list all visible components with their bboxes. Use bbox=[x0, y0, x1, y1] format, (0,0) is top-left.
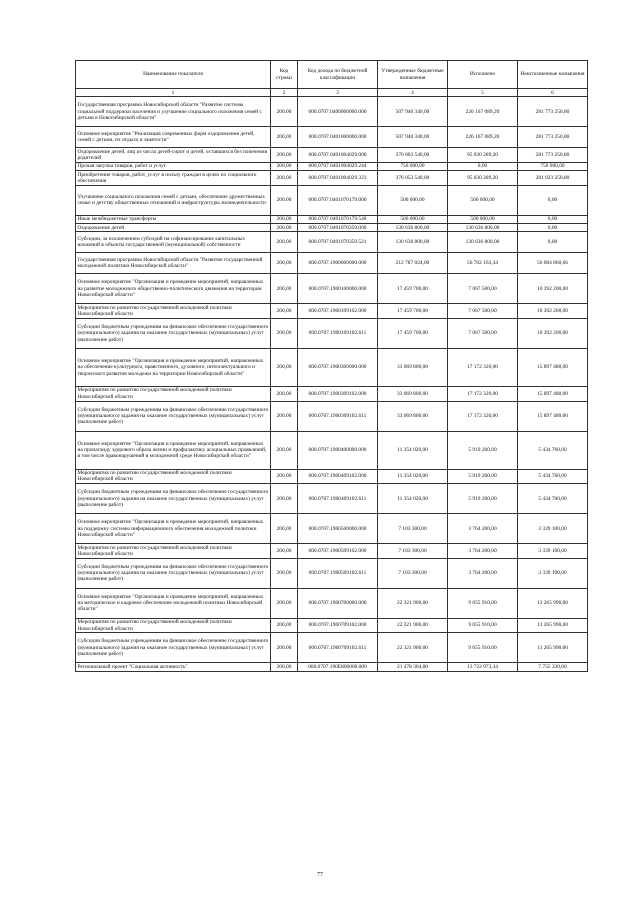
row-classification: 000.0707.1900109102.000 bbox=[298, 304, 378, 319]
row-approved: 11 354 020,00 bbox=[378, 484, 448, 514]
table-row bbox=[76, 401, 588, 431]
row-unexecuted: 0,00 bbox=[518, 224, 588, 232]
row-executed: 17 172 320,00 bbox=[448, 348, 518, 386]
row-name: Прочая закупка товаров, работ и услуг bbox=[76, 162, 271, 170]
row-approved: 11 354 020,00 bbox=[378, 431, 448, 469]
row-executed: 95 030 289,20 bbox=[448, 171, 518, 186]
row-executed: 5 919 260,00 bbox=[448, 469, 518, 484]
column-index: 1 bbox=[76, 89, 271, 97]
row-unexecuted: 13 265 990,00 bbox=[518, 618, 588, 633]
row-approved: 33 069 800,00 bbox=[378, 386, 448, 401]
table-row bbox=[76, 148, 588, 163]
column-index: 2 bbox=[271, 89, 298, 97]
row-executed: 7 067 500,00 bbox=[448, 304, 518, 319]
row-executed: 500 000,00 bbox=[448, 185, 518, 215]
row-executed: 56 702 163,34 bbox=[448, 253, 518, 274]
row-classification: 000.0707.0401070359.521 bbox=[298, 232, 378, 253]
row-classification: 000.0707.1900300000.000 bbox=[298, 348, 378, 386]
header-executed: Исполнено bbox=[448, 61, 518, 89]
table-row bbox=[76, 162, 588, 170]
row-executed: 3 764 200,00 bbox=[448, 544, 518, 559]
row-name: Приобретение товаров, работ, услуг в пользу граждан в целях их социального обеспечения bbox=[76, 171, 271, 186]
row-classification: 000.0707.1900000000.000 bbox=[298, 253, 378, 274]
table-row bbox=[76, 224, 588, 232]
row-classification: 000.0707.1900409102.000 bbox=[298, 469, 378, 484]
row-unexecuted: 15 897 480,00 bbox=[518, 386, 588, 401]
table-row bbox=[76, 304, 588, 319]
row-code: 200,00 bbox=[271, 318, 298, 348]
table-row bbox=[76, 253, 588, 274]
row-approved: 33 069 800,00 bbox=[378, 401, 448, 431]
row-code: 200,00 bbox=[271, 431, 298, 469]
header-unexecuted: Неисполненные назначения bbox=[518, 61, 588, 89]
table-row bbox=[76, 618, 588, 633]
row-approved: 750 000,00 bbox=[378, 162, 448, 170]
table-row bbox=[76, 97, 588, 127]
row-name: Мероприятия по развитию государственной молодежной политики Новосибирской области bbox=[76, 544, 271, 559]
row-unexecuted: 10 392 200,00 bbox=[518, 304, 588, 319]
table-body bbox=[76, 97, 588, 671]
column-index: 3 bbox=[298, 89, 378, 97]
header-indicator-name: Наименование показателя bbox=[76, 61, 271, 89]
row-unexecuted: 10 392 200,00 bbox=[518, 318, 588, 348]
row-code: 200,00 bbox=[271, 171, 298, 186]
row-code: 200,00 bbox=[271, 162, 298, 170]
row-code: 200,00 bbox=[271, 588, 298, 618]
table-row bbox=[76, 469, 588, 484]
row-approved: 130 636 800,00 bbox=[378, 224, 448, 232]
row-classification: 000.0707.1900709102.611 bbox=[298, 633, 378, 663]
row-executed: 226 167 089,20 bbox=[448, 97, 518, 127]
row-code: 200,00 bbox=[271, 514, 298, 544]
table-row bbox=[76, 633, 588, 663]
row-classification: 000.0707.1900500000.000 bbox=[298, 514, 378, 544]
row-name: Мероприятия по развитию государственной молодежной политики Новосибирской области bbox=[76, 618, 271, 633]
row-name: Субсидии бюджетным учреждениям на финансовое обеспечение государственного (муниципального) задания на оказание государственных (муниципальных) услуг (выполнение работ) bbox=[76, 633, 271, 663]
table-row bbox=[76, 348, 588, 386]
row-code: 200,00 bbox=[271, 274, 298, 304]
row-name: Мероприятия по развитию государственной молодежной политики Новосибирской области bbox=[76, 469, 271, 484]
header-classification-code: Код дохода по бюджетной классификации bbox=[298, 61, 378, 89]
row-name: Оздоровление детей, лиц из числа детей-сирот и детей, оставшихся без попечения родителей bbox=[76, 148, 271, 163]
row-classification: 000.0707.1900109102.611 bbox=[298, 318, 378, 348]
table-row bbox=[76, 185, 588, 215]
row-executed: 9 055 910,00 bbox=[448, 633, 518, 663]
column-index: 6 bbox=[518, 89, 588, 97]
row-name: Основное мероприятие "Организация и проведение мероприятий, направленных на пропаганду здорового образа жизни и профилактику асоциальных проявлений, в том числе правонарушений в молодежной среде Новосибирской области" bbox=[76, 431, 271, 469]
row-name: Субсидии бюджетным учреждениям на финансовое обеспечение государственного (муниципального) задания на оказание государственных (муниципальных) услуг (выполнение работ) bbox=[76, 318, 271, 348]
row-code: 200,00 bbox=[271, 558, 298, 588]
row-approved: 130 636 800,00 bbox=[378, 232, 448, 253]
row-approved: 21 478 304,00 bbox=[378, 663, 448, 671]
row-executed: 500 000,00 bbox=[448, 215, 518, 223]
row-code: 200,00 bbox=[271, 232, 298, 253]
row-approved: 212 787 024,00 bbox=[378, 253, 448, 274]
row-code: 200,00 bbox=[271, 253, 298, 274]
row-approved: 33 069 800,00 bbox=[378, 348, 448, 386]
row-unexecuted: 5 434 760,00 bbox=[518, 484, 588, 514]
row-name: Оздоровление детей bbox=[76, 224, 271, 232]
table-row bbox=[76, 588, 588, 618]
budget-execution-table bbox=[75, 60, 588, 672]
row-unexecuted: 3 339 100,00 bbox=[518, 514, 588, 544]
row-executed: 3 764 200,00 bbox=[448, 514, 518, 544]
row-name: Субсидии, за исключением субсидий на софинансирование капитальных вложений в объекты государственной (муниципальной) собственности bbox=[76, 232, 271, 253]
row-approved: 507 940 340,00 bbox=[378, 127, 448, 148]
row-unexecuted: 56 084 860,66 bbox=[518, 253, 588, 274]
row-approved: 17 459 700,00 bbox=[378, 274, 448, 304]
row-name: Улучшение социального положения семей с детьми, обеспечение дружественных семье и детству общественных отношений и инфраструктуры жизнедеятельности bbox=[76, 185, 271, 215]
row-code: 200,00 bbox=[271, 348, 298, 386]
row-code: 200,00 bbox=[271, 185, 298, 215]
row-executed: 9 055 910,00 bbox=[448, 618, 518, 633]
row-code: 200,00 bbox=[271, 97, 298, 127]
row-approved: 7 103 300,00 bbox=[378, 544, 448, 559]
row-code: 200,00 bbox=[271, 304, 298, 319]
row-approved: 500 000,00 bbox=[378, 215, 448, 223]
row-name: Иные межбюджетные трансферты bbox=[76, 215, 271, 223]
column-index: 5 bbox=[448, 89, 518, 97]
row-name: Государственная программа Новосибирской области "Развитие государственной молодежной политики Новосибирской области" bbox=[76, 253, 271, 274]
table-row bbox=[76, 171, 588, 186]
column-index: 4 bbox=[378, 89, 448, 97]
row-classification: 000.0707.1900509102.611 bbox=[298, 558, 378, 588]
table-row bbox=[76, 274, 588, 304]
row-executed: 7 067 500,00 bbox=[448, 318, 518, 348]
row-code: 200,00 bbox=[271, 386, 298, 401]
table-row bbox=[76, 127, 588, 148]
row-approved: 376 803 540,00 bbox=[378, 148, 448, 163]
row-name: Субсидии бюджетным учреждениям на финансовое обеспечение государственного (муниципального) задания на оказание государственных (муниципальных) услуг (выполнение работ) bbox=[76, 401, 271, 431]
table-row bbox=[76, 215, 588, 223]
row-approved: 22 321 900,00 bbox=[378, 618, 448, 633]
row-classification: 000.0707.0401070359.000 bbox=[298, 224, 378, 232]
report-page bbox=[75, 60, 587, 672]
column-index-row bbox=[76, 89, 588, 97]
row-name: Основное мероприятие "Организация и проведение мероприятий, направленных на поддержку системы информационного обеспечения молодежной политики Новосибирской области" bbox=[76, 514, 271, 544]
row-classification: 000.0707.1900409102.611 bbox=[298, 484, 378, 514]
row-executed: 5 919 260,00 bbox=[448, 431, 518, 469]
row-executed: 7 067 500,00 bbox=[448, 274, 518, 304]
row-unexecuted: 3 339 100,00 bbox=[518, 544, 588, 559]
row-executed: 3 764 200,00 bbox=[448, 558, 518, 588]
row-code: 200,00 bbox=[271, 224, 298, 232]
row-unexecuted: 281 023 250,80 bbox=[518, 171, 588, 186]
row-name: Субсидии бюджетным учреждениям на финансовое обеспечение государственного (муниципального) задания на оказание государственных (муниципальных) услуг (выполнение работ) bbox=[76, 484, 271, 514]
row-approved: 500 000,00 bbox=[378, 185, 448, 215]
table-row bbox=[76, 431, 588, 469]
table-row bbox=[76, 386, 588, 401]
row-unexecuted: 281 773 250,80 bbox=[518, 148, 588, 163]
row-code: 200,00 bbox=[271, 215, 298, 223]
row-unexecuted: 0,00 bbox=[518, 185, 588, 215]
row-unexecuted: 0,00 bbox=[518, 215, 588, 223]
header-approved: Утвержденные бюджетные назначения bbox=[378, 61, 448, 89]
table-row bbox=[76, 318, 588, 348]
row-executed: 13 722 973,34 bbox=[448, 663, 518, 671]
row-name: Субсидии бюджетным учреждениям на финансовое обеспечение государственного (муниципального) задания на оказание государственных (муниципальных) услуг (выполнение работ) bbox=[76, 558, 271, 588]
row-approved: 17 459 700,00 bbox=[378, 318, 448, 348]
row-unexecuted: 7 755 330,66 bbox=[518, 663, 588, 671]
row-name: Государственная программа Новосибирской области "Развитие системы социальной поддержки населения и улучшение социального положения семей с детьми в Новосибирской области" bbox=[76, 97, 271, 127]
row-code: 200,00 bbox=[271, 148, 298, 163]
table-row bbox=[76, 484, 588, 514]
row-unexecuted: 0,00 bbox=[518, 232, 588, 253]
row-name: Региональный проект "Социальная активность" bbox=[76, 663, 271, 671]
row-name: Основное мероприятие "Организация и проведение мероприятий, направленных на развитие молодежного общественно-политического движения на территории Новосибирской области" bbox=[76, 274, 271, 304]
row-classification: 000.0707.1900700000.000 bbox=[298, 588, 378, 618]
row-executed: 0,00 bbox=[448, 162, 518, 170]
row-approved: 7 103 300,00 bbox=[378, 514, 448, 544]
row-executed: 5 919 260,00 bbox=[448, 484, 518, 514]
header-row-code: Код строки bbox=[271, 61, 298, 89]
row-code: 200,00 bbox=[271, 127, 298, 148]
row-name: Мероприятия по развитию государственной молодежной политики Новосибирской области bbox=[76, 386, 271, 401]
row-unexecuted: 15 897 480,00 bbox=[518, 348, 588, 386]
row-approved: 22 321 900,00 bbox=[378, 588, 448, 618]
table-header-row bbox=[76, 61, 588, 89]
row-approved: 507 940 340,00 bbox=[378, 97, 448, 127]
row-unexecuted: 13 265 990,00 bbox=[518, 588, 588, 618]
row-unexecuted: 13 265 990,00 bbox=[518, 633, 588, 663]
row-executed: 130 636 800,00 bbox=[448, 224, 518, 232]
table-row bbox=[76, 232, 588, 253]
row-unexecuted: 5 434 760,00 bbox=[518, 431, 588, 469]
row-code: 200,00 bbox=[271, 484, 298, 514]
row-approved: 22 321 900,00 bbox=[378, 633, 448, 663]
row-executed: 17 172 320,00 bbox=[448, 386, 518, 401]
row-unexecuted: 3 339 100,00 bbox=[518, 558, 588, 588]
row-name: Мероприятия по развитию государственной молодежной политики Новосибирской области bbox=[76, 304, 271, 319]
row-name: Основное мероприятие "Организация и проведение мероприятий, направленных на обеспечение культурного, нравственного, духовного, интеллектуального и творческого развития молодежи на территории Новосибирской области" bbox=[76, 348, 271, 386]
row-code: 200,00 bbox=[271, 401, 298, 431]
row-classification: 000.0707.0401070179.000 bbox=[298, 185, 378, 215]
row-classification: 000.0707.1900309102.000 bbox=[298, 386, 378, 401]
row-executed: 130 636 800,00 bbox=[448, 232, 518, 253]
row-executed: 9 055 910,00 bbox=[448, 588, 518, 618]
table-row bbox=[76, 514, 588, 544]
row-classification: 000.0707.0401004029.000 bbox=[298, 148, 378, 163]
row-unexecuted: 10 392 200,00 bbox=[518, 274, 588, 304]
row-unexecuted: 281 773 250,80 bbox=[518, 127, 588, 148]
row-classification: 000.0707.0400000000.000 bbox=[298, 97, 378, 127]
table-row bbox=[76, 558, 588, 588]
row-classification: 000.0707.1900400000.000 bbox=[298, 431, 378, 469]
row-approved: 376 053 540,00 bbox=[378, 171, 448, 186]
row-code: 200,00 bbox=[271, 544, 298, 559]
page-number: 77 bbox=[317, 872, 323, 878]
row-classification: 000.0707.1900709102.000 bbox=[298, 618, 378, 633]
row-unexecuted: 15 897 480,00 bbox=[518, 401, 588, 431]
row-approved: 11 354 020,00 bbox=[378, 469, 448, 484]
table-row bbox=[76, 544, 588, 559]
row-unexecuted: 5 434 760,00 bbox=[518, 469, 588, 484]
row-classification: 000.0707.0401004029.244 bbox=[298, 162, 378, 170]
row-classification: 000.0707.0401000000.000 bbox=[298, 127, 378, 148]
row-name: Основное мероприятие "Организация и проведение мероприятий, направленных на методическое и кадровое обеспечение молодежной политики Новосибирской области" bbox=[76, 588, 271, 618]
row-executed: 17 172 320,00 bbox=[448, 401, 518, 431]
row-classification: 000.0707.1900509102.000 bbox=[298, 544, 378, 559]
row-approved: 7 103 300,00 bbox=[378, 558, 448, 588]
row-classification: 000.0707.0401070179.540 bbox=[298, 215, 378, 223]
row-classification: 000.0707.1900100000.000 bbox=[298, 274, 378, 304]
row-code: 200,00 bbox=[271, 633, 298, 663]
row-unexecuted: 281 773 250,80 bbox=[518, 97, 588, 127]
row-classification: 000.0707.1900309102.611 bbox=[298, 401, 378, 431]
row-name: Основное мероприятие "Реализация современных форм оздоровления детей, семей с детьми, их отдыха и занятости" bbox=[76, 127, 271, 148]
row-code: 200,00 bbox=[271, 469, 298, 484]
row-executed: 95 030 289,20 bbox=[448, 148, 518, 163]
row-code: 200,00 bbox=[271, 663, 298, 671]
row-executed: 226 167 089,20 bbox=[448, 127, 518, 148]
row-classification: 000.0707.190E800000.000 bbox=[298, 663, 378, 671]
row-classification: 000.0707.0401004029.323 bbox=[298, 171, 378, 186]
row-code: 200,00 bbox=[271, 618, 298, 633]
row-unexecuted: 750 000,00 bbox=[518, 162, 588, 170]
table-row bbox=[76, 663, 588, 671]
row-approved: 17 459 700,00 bbox=[378, 304, 448, 319]
